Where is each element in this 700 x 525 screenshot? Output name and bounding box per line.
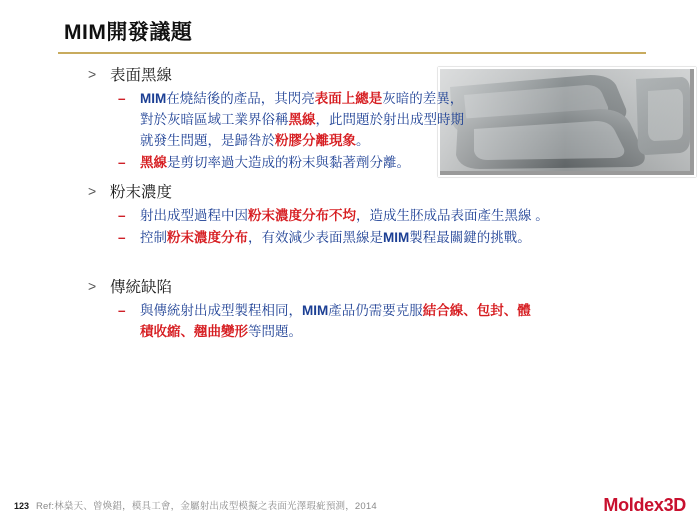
seg-text-7: 射出成型過程中因	[140, 208, 248, 224]
seg-concentration-2: 粉末濃度分布	[167, 230, 248, 246]
bullet-level2-2-1	[118, 206, 648, 227]
bullet-level1-3	[88, 276, 648, 299]
bullet-level2-3-1	[118, 301, 540, 343]
seg-text-10: ，有效減少表面黑線是	[248, 230, 383, 246]
dash-marker-icon: –	[118, 208, 126, 224]
seg-separation: 粉膠分離現象	[275, 133, 356, 149]
bullet-level2-1-2	[118, 153, 648, 174]
seg-text-8: ，造成生胚成品表面產生黑線 。	[356, 208, 549, 224]
spacer	[88, 250, 648, 276]
seg-text-1: 在燒結後的產品，其閃亮	[166, 91, 315, 107]
seg-defects: 結合線、包封、體積收縮、翹曲變形	[140, 303, 531, 340]
seg-surface: 表面上總是	[314, 91, 383, 107]
page-title: MIM開發議題	[64, 21, 193, 44]
seg-text-3: ，此問題於射出成型	[315, 112, 437, 128]
seg-mim: MIM	[140, 91, 167, 107]
seg-blackline: 黑線	[288, 112, 316, 128]
seg-text-4: 時期就發生問題，是歸咎於	[140, 112, 464, 149]
bullet-marker-icon: >	[88, 278, 97, 295]
dash-marker-icon: –	[118, 303, 126, 319]
dash-marker-icon: –	[118, 230, 126, 246]
seg-mim-3: MIM	[302, 303, 329, 319]
bullet-level1-3-label: 傳統缺陷	[110, 279, 173, 297]
seg-text-14: 等問題。	[248, 324, 302, 340]
reference-note: Ref:林燊天、曾煥錩，模具工會，金屬射出成型模擬之表面光澤瑕疵預測，2014	[36, 501, 377, 512]
seg-text-13: 產品仍需要克服	[328, 303, 423, 319]
moldex3d-logo: Moldex3D	[603, 495, 686, 515]
bullet-level1-2-label: 粉末濃度	[110, 183, 173, 201]
seg-blackline-2: 黑線	[140, 155, 167, 171]
dash-marker-icon: –	[118, 155, 126, 171]
bullet-level1-1	[88, 64, 648, 87]
bullet-marker-icon: >	[88, 66, 97, 82]
dash-marker-icon: –	[118, 91, 126, 107]
seg-text-9: 控制	[140, 230, 167, 246]
seg-concentration: 粉末濃度分布不均	[248, 208, 356, 224]
bullet-marker-icon: >	[88, 182, 97, 199]
title-divider	[58, 52, 646, 54]
page-number: 123	[14, 501, 30, 511]
seg-text-5: 。	[356, 133, 370, 149]
seg-text-6: 是剪切率過大造成的粉末與黏著劑分離。	[167, 155, 410, 171]
bullet-level1-2	[88, 181, 648, 204]
seg-mim-2: MIM	[383, 230, 410, 246]
bullet-level2-2-2	[118, 228, 648, 249]
bullet-level1-1-label: 表面黑線	[110, 67, 173, 84]
seg-text-2: 灰暗的差異，對於灰暗區域工業界俗稱	[140, 91, 464, 128]
slide-body	[88, 64, 648, 344]
seg-text-11: 製程最關鍵的挑戰。	[409, 230, 531, 246]
seg-text-12: 與傳統射出成型製程相同，	[140, 303, 302, 319]
bullet-level2-1-1	[118, 89, 470, 152]
